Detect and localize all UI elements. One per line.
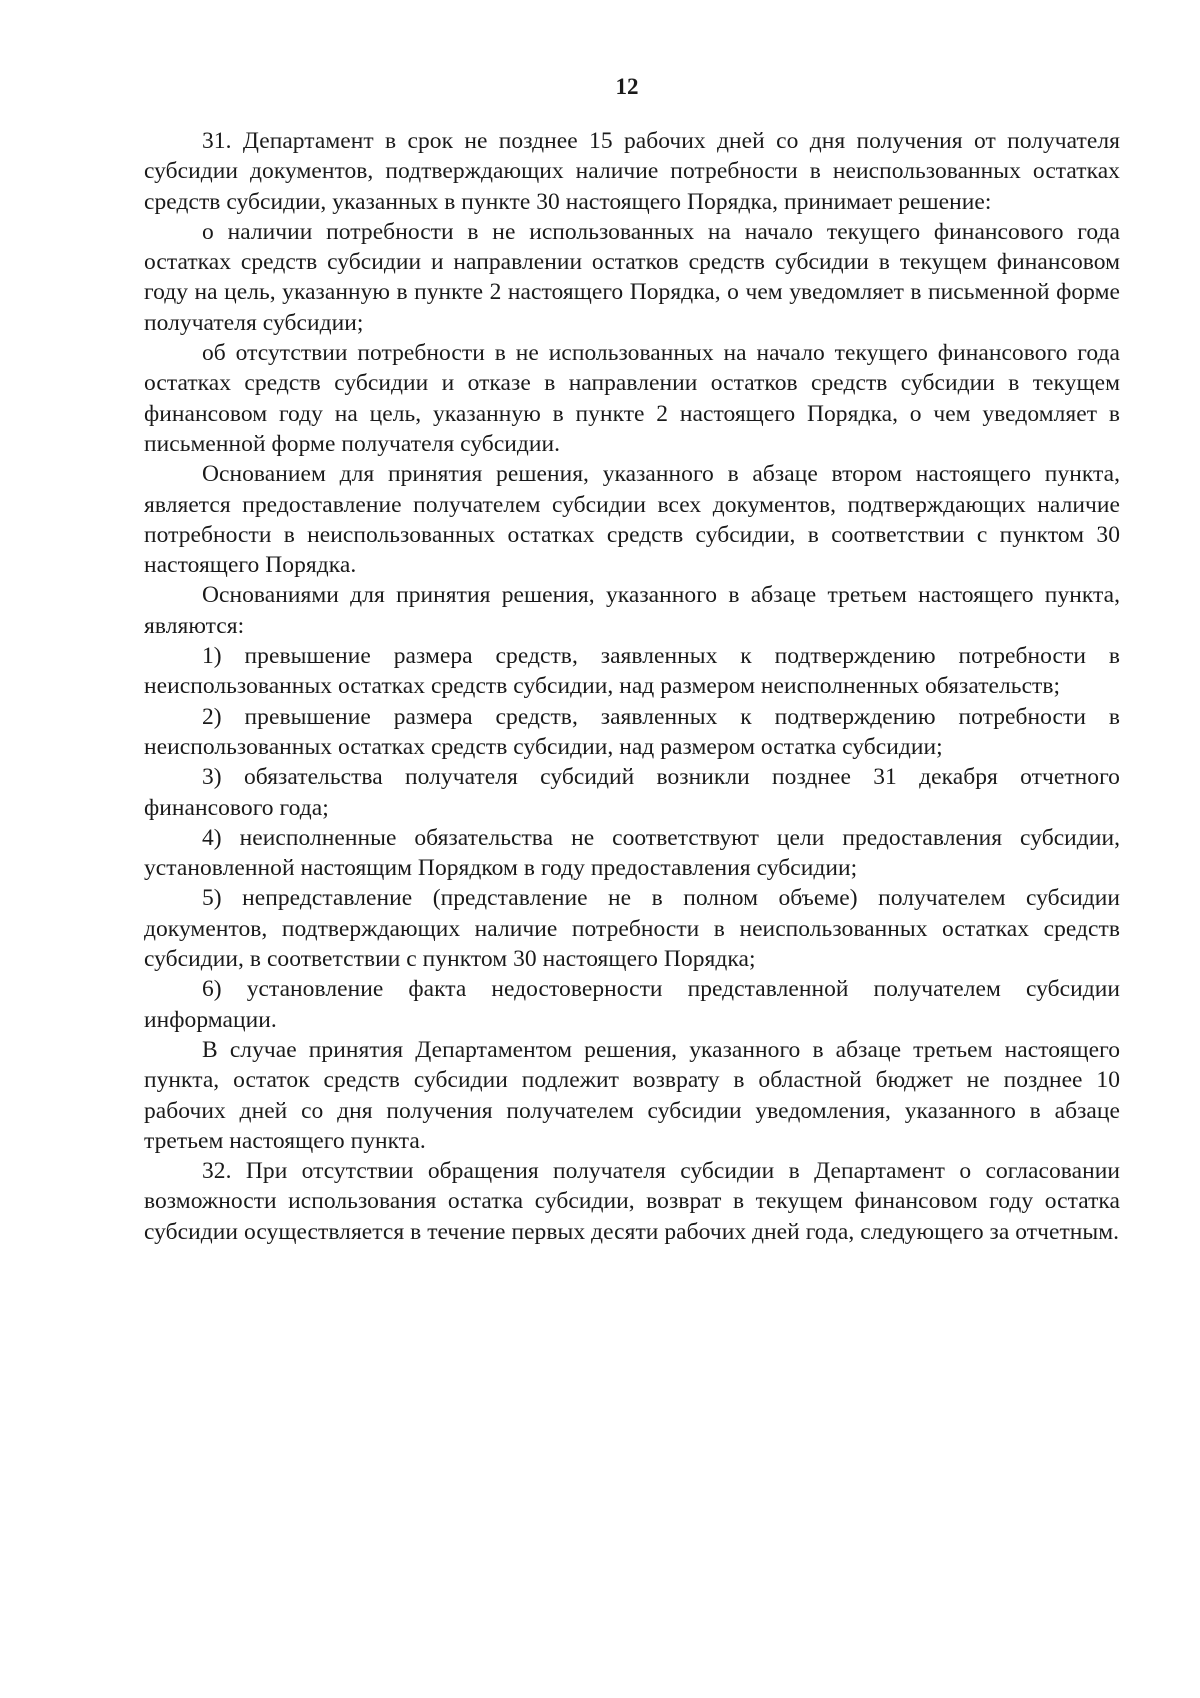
list-item-4: 4) неисполненные обязательства не соответствуют цели предоставления субсидии, установленной настоящим Порядком в году предоставления субсидии; — [144, 824, 1120, 882]
list-item-5: 5) непредставление (представление не в полном объеме) получателем субсидии документов, подтверждающих наличие потребности в неиспользованных остатках средств субсидии, в соответствии с пунктом 30 настоящего Порядка; — [144, 885, 1120, 973]
paragraph-return-case: В случае принятия Департаментом решения, указанного в абзаце третьем настоящего пункта, остаток средств субсидии подлежит возврату в областной бюджет не позднее 10 рабочих дней со дня получения получателем субсидии уведомления, указанного в абзаце третьем настоящего пункта. — [144, 1036, 1120, 1154]
page-number: 12 — [615, 74, 639, 99]
list-item-2: 2) превышение размера средств, заявленных к подтверждению потребности в неиспользованных остатках средств субсидии, над размером остатка субсидии; — [144, 703, 1120, 760]
paragraph-basis-third: Основаниями для принятия решения, указанного в абзаце третьем настоящего пункта, являются: — [144, 582, 1120, 639]
list-item-3: 3) обязательства получателя субсидий возникли позднее 31 декабря отчетного финансового года; — [144, 764, 1120, 821]
document-body — [144, 126, 1120, 1247]
paragraph-32: 32. При отсутствии обращения получателя субсидии в Департамент о согласовании возможности использования остатка субсидии, возврат в текущем финансовом году остатка субсидии осуществляется в течение первых десяти рабочих дней года, следующего за отчетным. — [144, 1158, 1120, 1245]
paragraph-decision-need: о наличии потребности в не использованных на начало текущего финансового года остатках средств субсидии и направлении остатков средств субсидии в текущем финансовом году на цель, указанную в пункте 2 настоящего Порядка, о чем уведомляет в письменной форме получателя субсидии; — [144, 218, 1120, 336]
paragraph-basis-second: Основанием для принятия решения, указанного в абзаце втором настоящего пункта, является предоставление получателем субсидии всех документов, подтверждающих наличие потребности в неиспользованных остатках средств субсидии, в соответствии с пунктом 30 настоящего Порядка. — [144, 461, 1120, 579]
list-item-6: 6) установление факта недостоверности представленной получателем субсидии информации. — [144, 976, 1120, 1033]
list-item-1: 1) превышение размера средств, заявленных к подтверждению потребности в неиспользованных остатках средств субсидии, над размером неисполненных обязательств; — [144, 643, 1120, 700]
paragraph-decision-no-need: об отсутствии потребности в не использованных на начало текущего финансового года остатках средств субсидии и отказе в направлении остатков средств субсидии в текущем финансовом году на цель, указанную в пункте 2 настоящего Порядка, о чем уведомляет в письменной форме получателя субсидии. — [144, 340, 1120, 457]
paragraph-31-intro: 31. Департамент в срок не позднее 15 рабочих дней со дня получения от получателя субсидии документов, подтверждающих наличие потребности в неиспользованных остатках средств субсидии, указанных в пункте 30 настоящего Порядка, принимает решение: — [144, 128, 1120, 215]
